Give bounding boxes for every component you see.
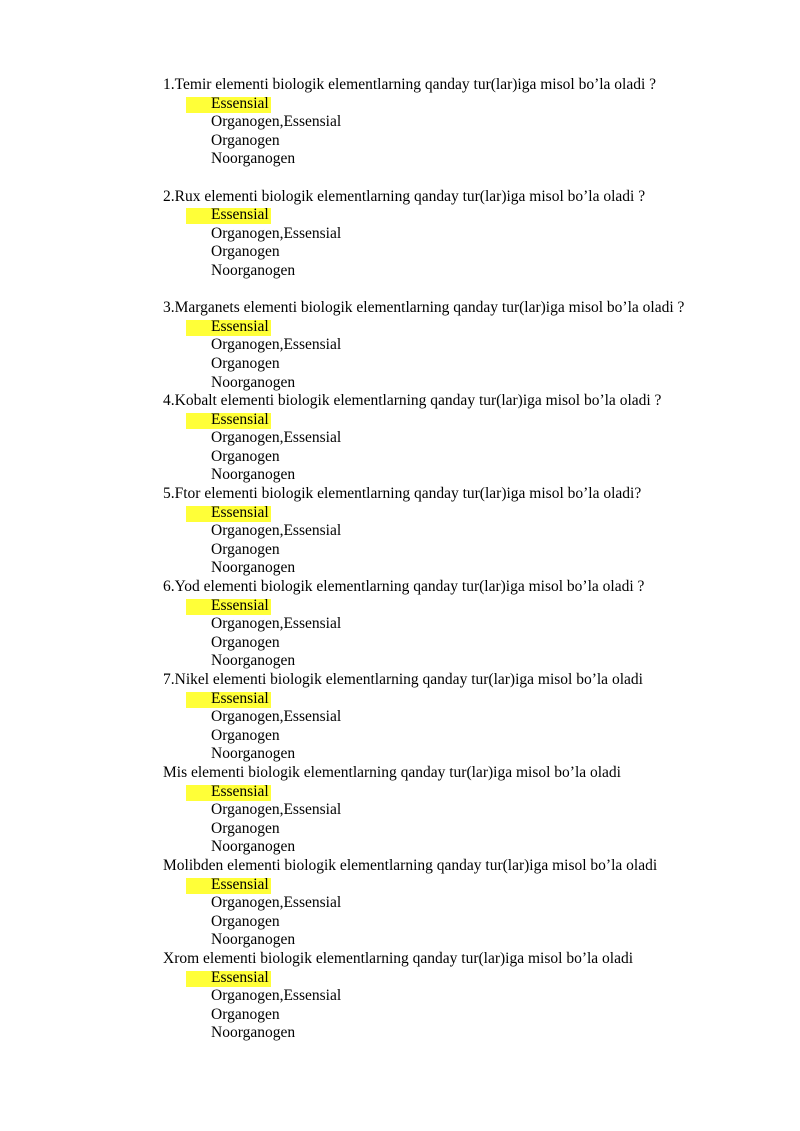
answer-option-text: Organogen,Essensial [211, 224, 342, 242]
answer-option [163, 1024, 763, 1043]
question-text: 7.Nikel elementi biologik elementlarning qanday tur(lar)iga misol bo’la oladi [163, 671, 643, 688]
answer-option [163, 522, 763, 541]
question-text: 4.Kobalt elementi biologik elementlarning qanday tur(lar)iga misol bo’la oladi ? [163, 392, 662, 410]
answer-option [163, 708, 763, 727]
answer-option-text: Essensial [211, 94, 269, 112]
answer-option [163, 559, 763, 578]
answer-option-text: Organogen,Essensial [211, 429, 342, 447]
answer-option-text: Noorganogen [211, 652, 296, 670]
answer-option-text: Essensial [211, 875, 269, 893]
answer-option-text: Noorganogen [211, 373, 296, 391]
answer-option [163, 262, 763, 281]
answer-option [163, 95, 763, 114]
question-block [163, 299, 763, 392]
answer-option [163, 374, 763, 393]
question-text: Molibden elementi biologik elementlarning qanday tur(lar)iga misol bo’la oladi [163, 856, 658, 874]
answer-option-text: Organogen,Essensial [211, 615, 342, 633]
answer-option [163, 448, 763, 467]
answer-option-text: Noorganogen [211, 1024, 296, 1042]
answer-option-text: Organogen [211, 131, 280, 149]
answer-option-text: Noorganogen [211, 261, 296, 279]
answer-option [163, 801, 763, 820]
answer-option [163, 355, 763, 374]
answer-option [163, 466, 763, 485]
question-block [163, 578, 763, 671]
question-block [163, 950, 763, 1043]
quiz-content [163, 76, 763, 1043]
answer-option-text: Organogen [211, 540, 280, 558]
question-spacer [163, 281, 763, 300]
answer-option [163, 783, 763, 802]
answer-option-text: Noorganogen [211, 745, 296, 763]
answer-option-text: Organogen [211, 1005, 280, 1023]
answer-option [163, 243, 763, 262]
answer-option-text: Organogen,Essensial [211, 522, 342, 540]
answer-option [163, 838, 763, 857]
answer-option-text: Essensial [211, 782, 269, 800]
question-block [163, 392, 763, 485]
answer-option-text: Organogen [211, 819, 280, 837]
answer-option [163, 597, 763, 616]
question-text: 5.Ftor elementi biologik elementlarning qanday tur(lar)iga misol bo’la oladi? [163, 485, 642, 503]
answer-option [163, 931, 763, 950]
answer-option-text: Organogen,Essensial [211, 801, 342, 819]
question-text: 6.Yod elementi biologik elementlarning qanday tur(lar)iga misol bo’la oladi ? [163, 578, 645, 596]
answer-option [163, 318, 763, 337]
question-text: Xrom elementi biologik elementlarning qanday tur(lar)iga misol bo’la oladi [163, 949, 634, 967]
answer-option-text: Organogen [211, 354, 280, 372]
answer-option-text: Noorganogen [211, 931, 296, 949]
question-block [163, 188, 763, 281]
answer-option [163, 429, 763, 448]
answer-option [163, 634, 763, 653]
answer-option-text: Noorganogen [211, 466, 296, 484]
answer-option [163, 727, 763, 746]
answer-option [163, 132, 763, 151]
answer-option-text: Organogen [211, 243, 280, 261]
question-block [163, 76, 763, 169]
answer-option-text: Organogen [211, 447, 280, 465]
answer-option-text: Organogen [211, 912, 280, 930]
answer-option [163, 1006, 763, 1025]
answer-option-text: Noorganogen [211, 838, 296, 856]
answer-option [163, 913, 763, 932]
answer-option-text: Noorganogen [211, 150, 296, 168]
answer-option [163, 876, 763, 895]
answer-option [163, 411, 763, 430]
answer-option [163, 969, 763, 988]
answer-option [163, 504, 763, 523]
answer-option-text: Organogen [211, 726, 280, 744]
answer-option [163, 225, 763, 244]
answer-option-text: Organogen [211, 633, 280, 651]
answer-option [163, 615, 763, 634]
answer-option-text: Essensial [211, 206, 269, 224]
answer-option-text: Essensial [211, 968, 269, 986]
question-text: Mis elementi biologik elementlarning qanday tur(lar)iga misol bo’la oladi [163, 763, 621, 781]
answer-option [163, 690, 763, 709]
question-text: 1.Temir elementi biologik elementlarning qanday tur(lar)iga misol bo’la oladi ? [163, 76, 657, 93]
answer-option-text: Essensial [211, 689, 269, 707]
answer-option-text: Organogen,Essensial [211, 336, 342, 354]
answer-option [163, 541, 763, 560]
answer-option [163, 820, 763, 839]
answer-option-text: Essensial [211, 410, 269, 428]
question-block [163, 764, 763, 857]
question-text: 3.Marganets elementi biologik elementlarning qanday tur(lar)iga misol bo’la oladi ? [163, 299, 685, 317]
answer-option-text: Organogen,Essensial [211, 708, 342, 726]
question-block [163, 485, 763, 578]
answer-option-text: Organogen,Essensial [211, 894, 342, 912]
answer-option-text: Essensial [211, 503, 269, 521]
answer-option-text: Noorganogen [211, 559, 296, 577]
question-block [163, 857, 763, 950]
answer-option [163, 113, 763, 132]
answer-option [163, 336, 763, 355]
answer-option [163, 652, 763, 671]
answer-option-text: Organogen,Essensial [211, 113, 342, 131]
answer-option [163, 894, 763, 913]
answer-option-text: Essensial [211, 596, 269, 614]
answer-option [163, 206, 763, 225]
question-block [163, 671, 763, 764]
question-spacer [163, 169, 763, 188]
answer-option-text: Organogen,Essensial [211, 987, 342, 1005]
answer-option [163, 987, 763, 1006]
question-text: 2.Rux elementi biologik elementlarning qanday tur(lar)iga misol bo’la oladi ? [163, 187, 646, 205]
answer-option-text: Essensial [211, 317, 269, 335]
answer-option [163, 745, 763, 764]
answer-option [163, 150, 763, 169]
